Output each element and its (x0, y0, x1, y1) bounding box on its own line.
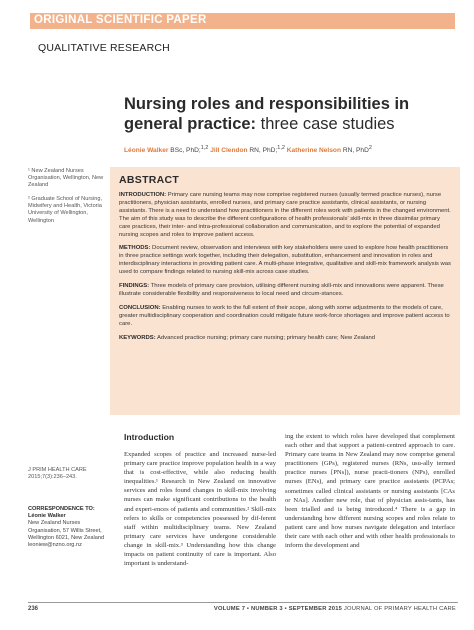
abstract-label: CONCLUSION: (119, 304, 161, 311)
correspondence-name: Léonie Walker (28, 513, 66, 520)
author-degrees: RN, PhD; (247, 147, 278, 155)
abstract-box (110, 167, 460, 415)
author-affiliation-marker: 1,2 (277, 145, 285, 151)
body-column-right: ing the extent to which roles have developed that complement each other and that support a patient-centred approach to care. Primary care teams in New Zealand may now comprise general practitioners (GPs), registered nurses (RNs, usu-ally termed practice nurses [PNs]), nurse practi-tioners (NPs), enrolled nurses (ENs), and primary care practice assistants (PCPAs; sometimes called clinical assistants or nursing assistants [CAs or NAs]. Another new role, that of physician assis-tants, has been trialled and is being introduced.⁴ There is a gap in understanding how different nursing scopes and roles relate to patient care and how nurses navigate delegation and interface their care with each other and with other health professionals to inform the development and (285, 433, 455, 550)
author-list (124, 145, 464, 154)
abstract-keywords (119, 335, 451, 343)
abstract-conclusion (119, 305, 451, 329)
correspondence-address: New Zealand Nurses Organisation, 57 Willis Street, Wellington 6021, New Zealand (28, 520, 105, 541)
journal-name: JOURNAL OF PRIMARY HEALTH CARE (342, 606, 456, 612)
journal-citation: J PRIM HEALTH CARE 2015;7(3):236–243. (28, 467, 87, 481)
affiliation-2: ² Graduate School of Nursing, Midwifery and Health, Victoria University of Wellington, Wellington (28, 196, 102, 224)
author-name: Katherine Nelson (284, 147, 341, 155)
author-degrees: BSc, PhD; (168, 147, 201, 155)
abstract-findings (119, 283, 451, 299)
correspondence-label: CORRESPONDENCE TO: (28, 506, 95, 512)
introduction-heading: Introduction (124, 432, 175, 442)
correspondence-block (28, 506, 110, 549)
abstract-text: Document review, observation and interviews with key stakeholders were used to explore how health practitioners in three practice settings work together, including their delegation, substitution, enhancement and innovation in roles and interdisciplinary interactions in providing patient care. A multi-phase integrative, qualitative and skill-mix framework analysis was used to compare findings related to nursing skill-mix across case studies. (119, 245, 451, 276)
author-affiliation-marker: 2 (368, 145, 372, 151)
article-type-banner (30, 13, 455, 29)
footer-issue (214, 606, 456, 612)
author-name: Jill Clendon (208, 147, 248, 155)
author-affiliation-marker: 1,2 (200, 145, 209, 151)
abstract-text: Advanced practice nursing; primary care nursing; primary health care; New Zealand (155, 334, 376, 341)
abstract-introduction (119, 192, 451, 239)
article-type-label: ORIGINAL SCIENTIFIC PAPER (34, 14, 207, 26)
abstract-heading: ABSTRACT (119, 174, 180, 186)
footer-divider (28, 602, 458, 603)
abstract-text: Enabling nurses to work to the full extent of their scope, along with some adjustments to the models of care, greater multidisciplinary cooperation and coordination could mitigate future work-force shortages and improve patient access to care. (119, 304, 450, 327)
page-number: 236 (28, 606, 39, 612)
abstract-text: Three models of primary care provision, utilising different nursing skill-mix and innovations were apparent. These illustrate considerable flexibility and responsiveness to local need and circum-stances. (119, 283, 444, 297)
abstract-label: INTRODUCTION: (119, 192, 167, 198)
correspondence-email[interactable]: leoniew@nzno.org.nz (28, 542, 82, 549)
abstract-methods (119, 245, 451, 277)
affiliation-1: ¹ New Zealand Nurses Organisation, Wellington, New Zealand (28, 168, 104, 189)
title-sub: three case studies (256, 115, 395, 133)
author-degrees: RN, PhD (340, 147, 369, 155)
abstract-label: FINDINGS: (119, 283, 150, 290)
research-category: QUALITATIVE RESEARCH (38, 42, 170, 54)
abstract-label: KEYWORDS: (119, 334, 156, 341)
author-name: Léonie Walker (124, 147, 169, 155)
issue-info: VOLUME 7 • NUMBER 3 • SEPTEMBER 2015 (213, 606, 343, 612)
title-main: Nursing roles and responsibilities in general practice: (124, 95, 410, 133)
abstract-label: METHODS: (119, 245, 151, 252)
body-column-left: Expanded scopes of practice and increased nurse-led primary care practice improve population health in a way that is cost-effective, while also reducing health inequalities.¹ Research in New Zealand on innovative services and roles found changes in skill-mix involving nurses can make significant contributions to the health and experi-ences of patients and communities.² Skill-mix refers to skills or competencies possessed by dif-ferent staff within multidisciplinary teams. New Zealand primary care services have undergone considerable change in skill-mix.³ Understanding how this change impacts on patient continuity of care is important. Also important is understand- (124, 451, 276, 568)
abstract-text: Primary care nursing teams may now comprise registered nurses (usually termed practice nurses), nurse practitioners, physician assistants, enrolled nurses, and primary care practice assistants, clinical assistants, or nursing assistants. There is a need to understand how practitioners in the different roles work with patients in the changed environment. The aim of this study was to describe the different configurations of health professionals' skill-mix in three dissimilar primary care practices, their inter- and intra-professional collaboration and communication, and to explore the potential of expanded nursing scopes and roles to improve patient access. (119, 192, 451, 238)
article-title (124, 94, 464, 134)
